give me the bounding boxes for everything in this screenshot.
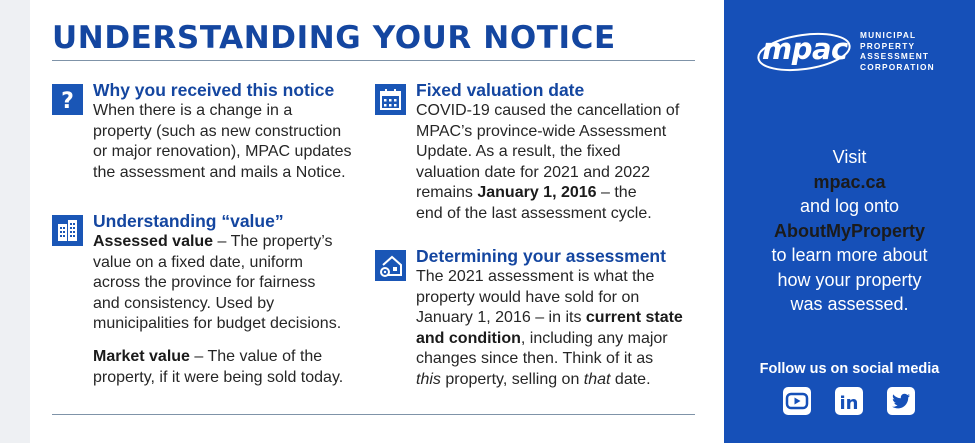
section-why-received [52, 80, 372, 183]
section-body: The 2021 assessment is what the property would have sold for on January 1, 2016 – in its current state and condition, including any major changes since then. Think of it as this property, selling on that date. [416, 268, 683, 388]
section-body: COVID-19 caused the cancellation of MPAC’s province-wide Assessment Update. As a result, the fixed valuation date for 2021 and 2022 remains January 1, 2016 – the end of the last assessment cycle. [416, 102, 680, 222]
svg-text:in: in [839, 393, 859, 414]
section-heading: Understanding “value” [93, 211, 284, 231]
section-fixed-valuation-date [375, 80, 700, 225]
house-gear-icon [375, 250, 406, 281]
twitter-icon[interactable] [886, 386, 916, 416]
logo-wordmark: mpac [762, 32, 848, 66]
page-margin [0, 0, 30, 443]
market-value-text: Market value – The value of the property, if it were being sold today. [93, 347, 344, 386]
mpac-link[interactable]: mpac.ca [813, 171, 886, 192]
svg-text:?: ? [61, 89, 74, 114]
valuation-date: January 1, 2016 [477, 184, 597, 202]
youtube-icon[interactable] [782, 386, 812, 416]
market-value-term: Market value [93, 347, 190, 365]
section-heading: Determining your assessment [416, 246, 666, 266]
section-understanding-value [52, 211, 372, 388]
sidebar [724, 0, 975, 443]
question-icon [52, 84, 83, 115]
social-links [782, 386, 922, 416]
section-heading: Why you received this notice [93, 80, 335, 100]
divider-bottom [52, 414, 695, 415]
social-heading: Follow us on social media [759, 361, 940, 377]
section-heading: Fixed valuation date [416, 80, 585, 100]
logo-corporation-name: MUNICIPAL PROPERTY ASSESSMENT CORPORATION [860, 30, 935, 72]
section-body: When there is a change in a property (such as new construction or major renovation), MPAC updates the assessment and mails a Notice. [93, 102, 352, 181]
aboutmyproperty-link[interactable]: AboutMyProperty [773, 220, 925, 241]
divider-top [52, 60, 695, 61]
assessed-value-text: Assessed value – The property’s value on a fixed date, uniform across the province for fairness and consistency. Used by municipalities for budget decisions. [93, 233, 342, 333]
page-title: UNDERSTANDING YOUR NOTICE [52, 20, 616, 56]
buildings-icon [52, 215, 83, 246]
linkedin-icon[interactable] [834, 386, 864, 416]
notice-panel [30, 0, 724, 443]
assessed-value-term: Assessed value [93, 233, 214, 250]
calendar-icon [375, 84, 406, 115]
visit-message: Visit mpac.ca and log onto AboutMyProperty to learn more about how your property was assessed. [771, 147, 928, 314]
mpac-logo [756, 30, 966, 74]
section-determining-assessment [375, 246, 705, 391]
